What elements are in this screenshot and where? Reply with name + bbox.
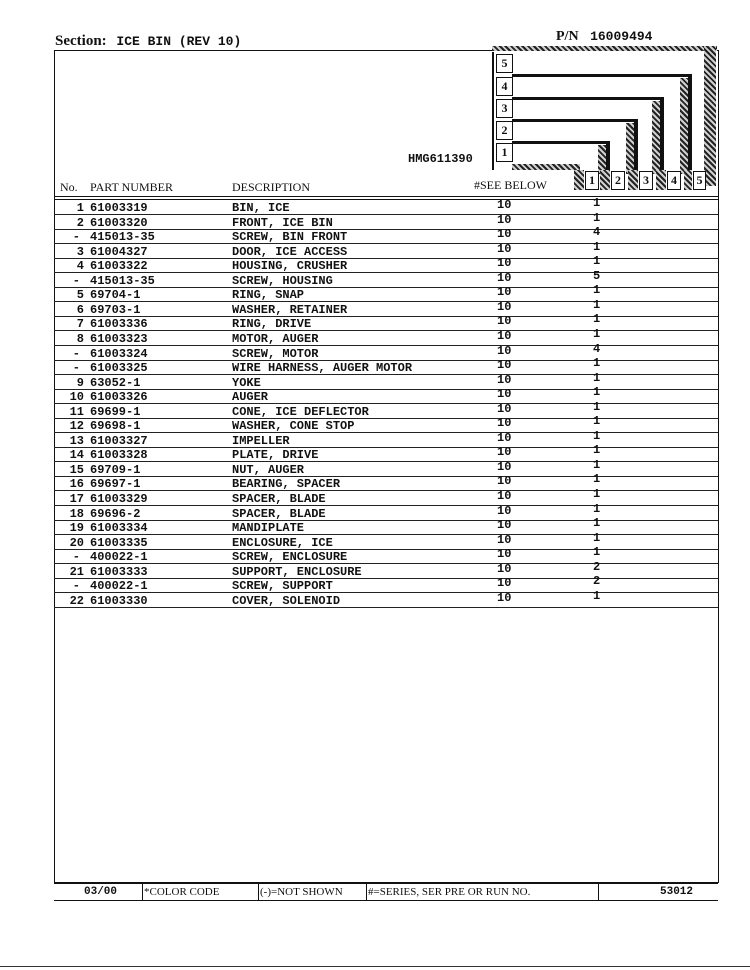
row-part-number: 69699-1 xyxy=(90,404,141,419)
series-box-4: 4 xyxy=(496,77,513,96)
bottom-hatch-2 xyxy=(600,170,610,190)
row-divider xyxy=(54,301,718,302)
row-number: - xyxy=(72,273,80,288)
row-divider xyxy=(54,505,718,506)
row-description: AUGER xyxy=(232,390,269,405)
row-quantity: 1 xyxy=(593,457,601,472)
row-divider xyxy=(54,330,718,331)
pn-label: P/N xyxy=(556,29,579,44)
part-number-heading xyxy=(556,29,652,45)
row-series: 10 xyxy=(497,270,512,285)
row-series: 10 xyxy=(497,212,512,227)
row-part-number: 415013-35 xyxy=(90,273,155,288)
row-part-number: 415013-35 xyxy=(90,230,155,245)
bottom-hatch-3 xyxy=(628,170,638,190)
diagram-top-hatch xyxy=(492,46,717,51)
col-header-part-number: PART NUMBER xyxy=(90,180,173,194)
row-series: 10 xyxy=(497,314,512,329)
col-header-see-below: #SEE BELOW xyxy=(474,178,547,192)
row-number: 22 xyxy=(69,593,84,608)
row-number: - xyxy=(72,346,80,361)
bottom-hatch-1 xyxy=(574,170,584,190)
bottom-series-5: 5 xyxy=(693,171,706,190)
row-number: 21 xyxy=(69,564,84,579)
row-description: PLATE, DRIVE xyxy=(232,448,319,463)
footer-divider xyxy=(142,884,143,900)
row-quantity: 1 xyxy=(593,487,601,501)
row-part-number: 61003334 xyxy=(90,521,148,536)
diagram-base-hatch xyxy=(512,164,580,170)
step-4-hatch xyxy=(680,78,688,174)
row-quantity: 1 xyxy=(593,516,601,531)
row-part-number: 400022-1 xyxy=(90,579,148,594)
row-part-number: 63052-1 xyxy=(90,375,141,390)
row-quantity: 4 xyxy=(593,225,601,240)
row-part-number: 61003320 xyxy=(90,215,148,230)
col-header-description: DESCRIPTION xyxy=(232,180,311,194)
diagram-left-line xyxy=(492,52,494,170)
step-2-drop xyxy=(634,119,638,174)
row-number: 13 xyxy=(69,433,84,448)
row-series: 10 xyxy=(497,416,512,431)
row-divider xyxy=(54,345,718,346)
row-divider xyxy=(54,418,718,419)
row-part-number: 61003323 xyxy=(90,331,148,346)
row-series: 10 xyxy=(497,227,512,242)
row-divider xyxy=(54,592,718,593)
row-description: SUPPORT, ENCLOSURE xyxy=(232,564,362,579)
row-series: 10 xyxy=(497,256,512,271)
row-divider xyxy=(54,476,718,477)
row-number: - xyxy=(72,550,80,565)
row-part-number: 61003327 xyxy=(90,433,148,448)
row-part-number: 61003322 xyxy=(90,259,148,274)
bottom-series-3: 3 xyxy=(639,171,653,190)
row-number: 1 xyxy=(76,201,84,215)
row-quantity: 1 xyxy=(593,501,601,516)
step-2-line xyxy=(512,119,638,122)
row-number: 4 xyxy=(76,259,84,274)
row-series: 10 xyxy=(497,445,512,460)
series-box-2: 2 xyxy=(496,121,513,140)
section-name: ICE BIN (REV 10) xyxy=(116,34,242,49)
row-part-number: 69704-1 xyxy=(90,288,141,303)
row-number: 14 xyxy=(69,448,84,463)
row-description: RING, DRIVE xyxy=(232,317,312,332)
row-number: 6 xyxy=(76,302,84,317)
row-description: SPACER, BLADE xyxy=(232,492,326,506)
row-part-number: 61004327 xyxy=(90,244,148,259)
row-divider xyxy=(54,447,718,448)
row-series: 10 xyxy=(497,532,512,547)
row-number: 8 xyxy=(76,331,84,346)
row-divider xyxy=(54,520,718,521)
footer-series-note: #=SERIES, SER PRE OR RUN NO. xyxy=(368,886,531,898)
row-series: 10 xyxy=(497,372,512,387)
row-quantity: 1 xyxy=(593,530,601,545)
row-description: COVER, SOLENOID xyxy=(232,593,341,608)
row-series: 10 xyxy=(497,503,512,518)
row-divider xyxy=(54,578,718,579)
row-quantity: 1 xyxy=(593,545,601,560)
row-quantity: 1 xyxy=(593,196,601,210)
row-quantity: 1 xyxy=(593,254,601,269)
row-part-number: 69703-1 xyxy=(90,302,141,317)
row-number: 11 xyxy=(69,404,84,419)
row-series: 10 xyxy=(497,561,512,576)
row-number: 9 xyxy=(76,375,84,390)
row-part-number: 61003324 xyxy=(90,346,148,361)
row-quantity: 1 xyxy=(593,588,601,603)
header-rule xyxy=(54,196,718,197)
footer-page-number: 53012 xyxy=(660,886,694,898)
row-divider xyxy=(54,607,718,608)
row-series: 10 xyxy=(497,285,512,300)
step-3-line xyxy=(512,97,664,100)
row-quantity: 2 xyxy=(593,559,601,574)
footer-divider xyxy=(598,884,599,900)
row-part-number: 61003335 xyxy=(90,535,148,550)
row-series: 10 xyxy=(497,387,512,402)
row-part-number: 61003336 xyxy=(90,317,148,332)
row-description: MOTOR, AUGER xyxy=(232,331,319,346)
series-box-3: 3 xyxy=(496,99,513,118)
row-part-number: 61003333 xyxy=(90,564,148,579)
row-divider xyxy=(54,534,718,535)
row-part-number: 61003325 xyxy=(90,361,148,376)
row-description: NUT, AUGER xyxy=(232,462,305,477)
row-quantity: 4 xyxy=(593,341,601,356)
row-number: 15 xyxy=(69,462,84,477)
row-divider xyxy=(54,316,718,317)
row-description: SCREW, SUPPORT xyxy=(232,579,333,594)
step-3-drop xyxy=(660,97,664,174)
footer-not-shown: (-)=NOT SHOWN xyxy=(260,886,343,898)
row-part-number: 69696-2 xyxy=(90,506,141,521)
row-description: ENCLOSURE, ICE xyxy=(232,535,333,550)
bottom-series-1: 1 xyxy=(585,171,599,190)
row-quantity: 5 xyxy=(593,268,601,283)
diagram-right-hatch xyxy=(704,46,716,186)
row-part-number: 69697-1 xyxy=(90,477,141,492)
row-series: 10 xyxy=(497,328,512,343)
row-series: 10 xyxy=(497,358,512,373)
row-divider xyxy=(54,374,718,375)
row-number: 3 xyxy=(76,244,84,259)
row-description: SCREW, MOTOR xyxy=(232,346,319,361)
row-part-number: 400022-1 xyxy=(90,550,148,565)
footer-divider xyxy=(366,884,367,900)
row-quantity: 1 xyxy=(593,210,601,225)
row-description: DOOR, ICE ACCESS xyxy=(232,244,348,259)
step-1-line xyxy=(512,141,610,144)
row-divider xyxy=(54,432,718,433)
row-series: 10 xyxy=(497,459,512,474)
row-quantity: 1 xyxy=(593,428,601,443)
row-description: CONE, ICE DEFLECTOR xyxy=(232,404,369,419)
bottom-hatch-4 xyxy=(656,170,666,190)
row-number: 16 xyxy=(69,477,84,492)
row-series: 10 xyxy=(497,518,512,533)
pn-value: 16009494 xyxy=(590,29,653,44)
row-description: SPACER, BLADE xyxy=(232,506,326,521)
row-number: 19 xyxy=(69,521,84,536)
row-number: 5 xyxy=(76,288,84,303)
row-quantity: 1 xyxy=(593,312,601,327)
row-divider xyxy=(54,214,718,215)
row-series: 10 xyxy=(497,241,512,256)
row-divider xyxy=(54,549,718,550)
row-description: SCREW, HOUSING xyxy=(232,273,333,288)
row-description: IMPELLER xyxy=(232,433,290,448)
row-series: 10 xyxy=(497,299,512,314)
series-box-1: 1 xyxy=(496,143,513,162)
row-quantity: 2 xyxy=(593,574,601,589)
row-series: 10 xyxy=(497,198,512,212)
row-part-number: 61003328 xyxy=(90,448,148,463)
row-series: 10 xyxy=(497,489,512,503)
row-description: HOUSING, CRUSHER xyxy=(232,259,348,274)
row-divider xyxy=(54,287,718,288)
row-description: SCREW, BIN FRONT xyxy=(232,230,348,245)
bottom-hatch-5 xyxy=(684,170,692,190)
header-rule-double xyxy=(54,199,718,200)
bottom-series-4: 4 xyxy=(667,171,681,190)
row-description: WASHER, CONE STOP xyxy=(232,419,355,434)
row-description: BIN, ICE xyxy=(232,201,290,215)
row-part-number: 69698-1 xyxy=(90,419,141,434)
row-description: BEARING, SPACER xyxy=(232,477,341,492)
row-number: - xyxy=(72,579,80,594)
row-divider xyxy=(54,389,718,390)
row-divider xyxy=(54,461,718,462)
section-heading xyxy=(55,33,241,50)
row-divider xyxy=(54,403,718,404)
row-description: WASHER, RETAINER xyxy=(232,302,348,317)
row-number: 10 xyxy=(69,390,84,405)
row-quantity: 1 xyxy=(593,385,601,400)
row-quantity: 1 xyxy=(593,297,601,312)
row-divider xyxy=(54,563,718,564)
step-3-hatch xyxy=(652,101,660,174)
row-quantity: 1 xyxy=(593,283,601,298)
row-number: 17 xyxy=(69,492,84,506)
row-description: MANDIPLATE xyxy=(232,521,305,536)
row-part-number: 61003329 xyxy=(90,492,148,506)
row-quantity: 1 xyxy=(593,239,601,254)
row-quantity: 1 xyxy=(593,472,601,487)
row-number: 7 xyxy=(76,317,84,332)
step-2-hatch xyxy=(626,123,634,174)
series-box-5: 5 xyxy=(496,54,513,73)
row-quantity: 1 xyxy=(593,399,601,414)
row-series: 10 xyxy=(497,576,512,591)
row-quantity: 1 xyxy=(593,414,601,429)
col-header-no: No. xyxy=(60,180,78,194)
row-description: RING, SNAP xyxy=(232,288,305,303)
row-divider xyxy=(54,490,718,491)
row-description: FRONT, ICE BIN xyxy=(232,215,333,230)
row-divider xyxy=(54,258,718,259)
row-number: - xyxy=(72,230,80,245)
page-bottom-rule xyxy=(0,966,750,967)
footer-date: 03/00 xyxy=(84,886,118,898)
row-series: 10 xyxy=(497,547,512,562)
row-quantity: 1 xyxy=(593,443,601,458)
row-quantity: 1 xyxy=(593,356,601,371)
row-series: 10 xyxy=(497,401,512,416)
row-series: 10 xyxy=(497,474,512,489)
row-divider xyxy=(54,243,718,244)
row-series: 10 xyxy=(497,430,512,445)
footer-color-code: *COLOR CODE xyxy=(144,886,220,898)
row-part-number: 61003330 xyxy=(90,593,148,608)
footer-bar xyxy=(54,883,718,901)
footer-divider xyxy=(258,884,259,900)
section-label: Section: xyxy=(55,33,107,49)
row-quantity: 1 xyxy=(593,370,601,385)
row-quantity: 1 xyxy=(593,326,601,341)
row-description: SCREW, ENCLOSURE xyxy=(232,550,348,565)
row-description: YOKE xyxy=(232,375,261,390)
row-number: 18 xyxy=(69,506,84,521)
row-series: 10 xyxy=(497,343,512,358)
row-number: 12 xyxy=(69,419,84,434)
row-description: WIRE HARNESS, AUGER MOTOR xyxy=(232,361,413,376)
step-4-drop xyxy=(688,74,692,174)
row-number: 20 xyxy=(69,535,84,550)
bottom-series-2: 2 xyxy=(611,171,625,190)
row-number: 2 xyxy=(76,215,84,230)
row-part-number: 69709-1 xyxy=(90,462,141,477)
row-series: 10 xyxy=(497,590,512,605)
step-4-line xyxy=(512,74,692,77)
model-number: HMG611390 xyxy=(408,152,473,166)
row-part-number: 61003319 xyxy=(90,201,148,215)
row-part-number: 61003326 xyxy=(90,390,148,405)
row-number: - xyxy=(72,361,80,376)
